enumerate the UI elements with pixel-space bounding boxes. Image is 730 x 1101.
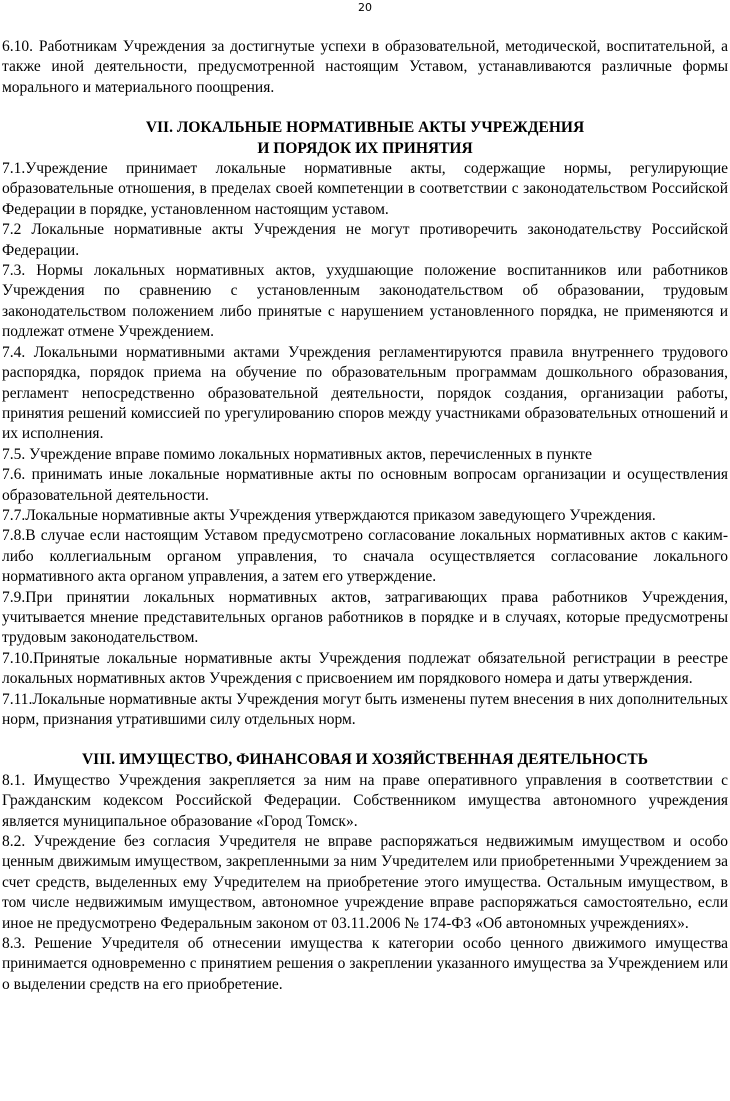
paragraph-7-5: 7.5. Учреждение вправе помимо локальных нормативных актов, перечисленных в пункте [2,445,592,463]
paragraph-7-7: 7.7.Локальные нормативные акты Учреждения утверждаются приказом заведующего Учреждения. [2,506,656,524]
paragraph-7-2: 7.2 Локальные нормативные акты Учреждения не могут противоречить законодательству Российской Федерации. [2,221,728,259]
paragraph-7-4: 7.4. Локальными нормативными актами Учреждения регламентируются правила внутреннего трудового распорядка, порядок приема на обучение по образовательным программам дошкольного образования, регламент непосредственно образовательной деятельности, порядок создания, организации работы, принятия решений комиссией по урегулированию споров между участниками образовательных отношений и их исполнения. [2,343,728,443]
paragraph-7-3: 7.3. Нормы локальных нормативных актов, ухудшающие положение воспитанников или работников Учреждения по сравнению с установленным законодательством об образовании, трудовым законодательством положением либо принятые с нарушением установленного порядка, не применяются и подлежат отмене Учреждением. [2,262,728,341]
section-8 [2,750,728,995]
paragraph-7-9: 7.9.При принятии локальных нормативных актов, затрагивающих права работников Учреждения, учитывается мнение представительных органов работников в порядке и в случаях, которые предусмотрены трудовым законодательством. [2,588,728,647]
paragraph-7-1: 7.1.Учреждение принимает локальные нормативные акты, содержащие нормы, регулирующие образовательные отношения, в пределах своей компетенции в соответствии с законодательством Российской Федерации в порядке, установленном настоящим уставом. [2,160,728,218]
paragraph-8-1: 8.1. Имущество Учреждения закрепляется за ним на праве оперативного управления в соответствии с Гражданским кодексом Российской Федерации. Собственником имущества автономного учреждения является муниципальное образование «Город Томск». [2,771,728,830]
document-body [2,37,728,995]
page-number: 20 [358,1,372,14]
section-7 [2,118,728,730]
paragraph-7-10: 7.10.Принятые локальные нормативные акты Учреждения подлежат обязательной регистрации в реестре локальных нормативных актов Учреждения с присвоением им порядкового номера и даты утверждения. [2,649,728,688]
section-7-heading-line-2: И ПОРЯДОК ИХ ПРИНЯТИЯ [257,139,473,157]
paragraph-8-3: 8.3. Решение Учредителя об отнесении имущества к категории особо ценного движимого имущества принимается одновременно с принятием решения о закреплении указанного имущества за Учреждением или о выделении средств на его приобретение. [2,935,728,993]
section-7-heading-line-1: VII. ЛОКАЛЬНЫЕ НОРМАТИВНЫЕ АКТЫ УЧРЕЖДЕНИЯ [145,119,585,137]
section-8-heading: VIII. ИМУЩЕСТВО, ФИНАНСОВАЯ И ХОЗЯЙСТВЕННАЯ ДЕЯТЕЛЬНОСТЬ [81,751,649,769]
paragraph-8-2: 8.2. Учреждение без согласия Учредителя не вправе распоряжаться недвижимым имуществом и особо ценным движимым имуществом, закрепленными за ним Учредителем или приобретенными Учреждением за счет средств, выделенных ему Учредителем на приобретение этого имущества. Остальным имуществом, в том числе недвижимым имуществом, автономное учреждение вправе распоряжаться самостоятельно, если иное не предусмотрено Федеральным законом от 03.11.2006 № 174-ФЗ «Об автономных учреждениях». [2,833,728,932]
paragraph-7-6: 7.6. принимать иные локальные нормативные акты по основным вопросам организации и осуществления образовательной деятельности. [2,466,728,504]
paragraph-7-11: 7.11.Локальные нормативные акты Учреждения могут быть изменены путем внесения в них дополнительных норм, признания утратившими силу отдельных норм. [2,690,728,728]
paragraph-6-10: 6.10. Работникам Учреждения за достигнутые успехи в образовательной, методической, воспитательной, а также иной деятельности, предусмотренной настоящим Уставом, устанавливаются различные формы морального и материального поощрения. [2,38,728,96]
paragraph-7-8: 7.8.В случае если настоящим Уставом предусмотрено согласование локальных нормативных актов с каким-либо коллегиальным органом управления, то сначала осуществляется согласование локального нормативного акта органом управления, а затем его утверждение. [2,527,728,586]
